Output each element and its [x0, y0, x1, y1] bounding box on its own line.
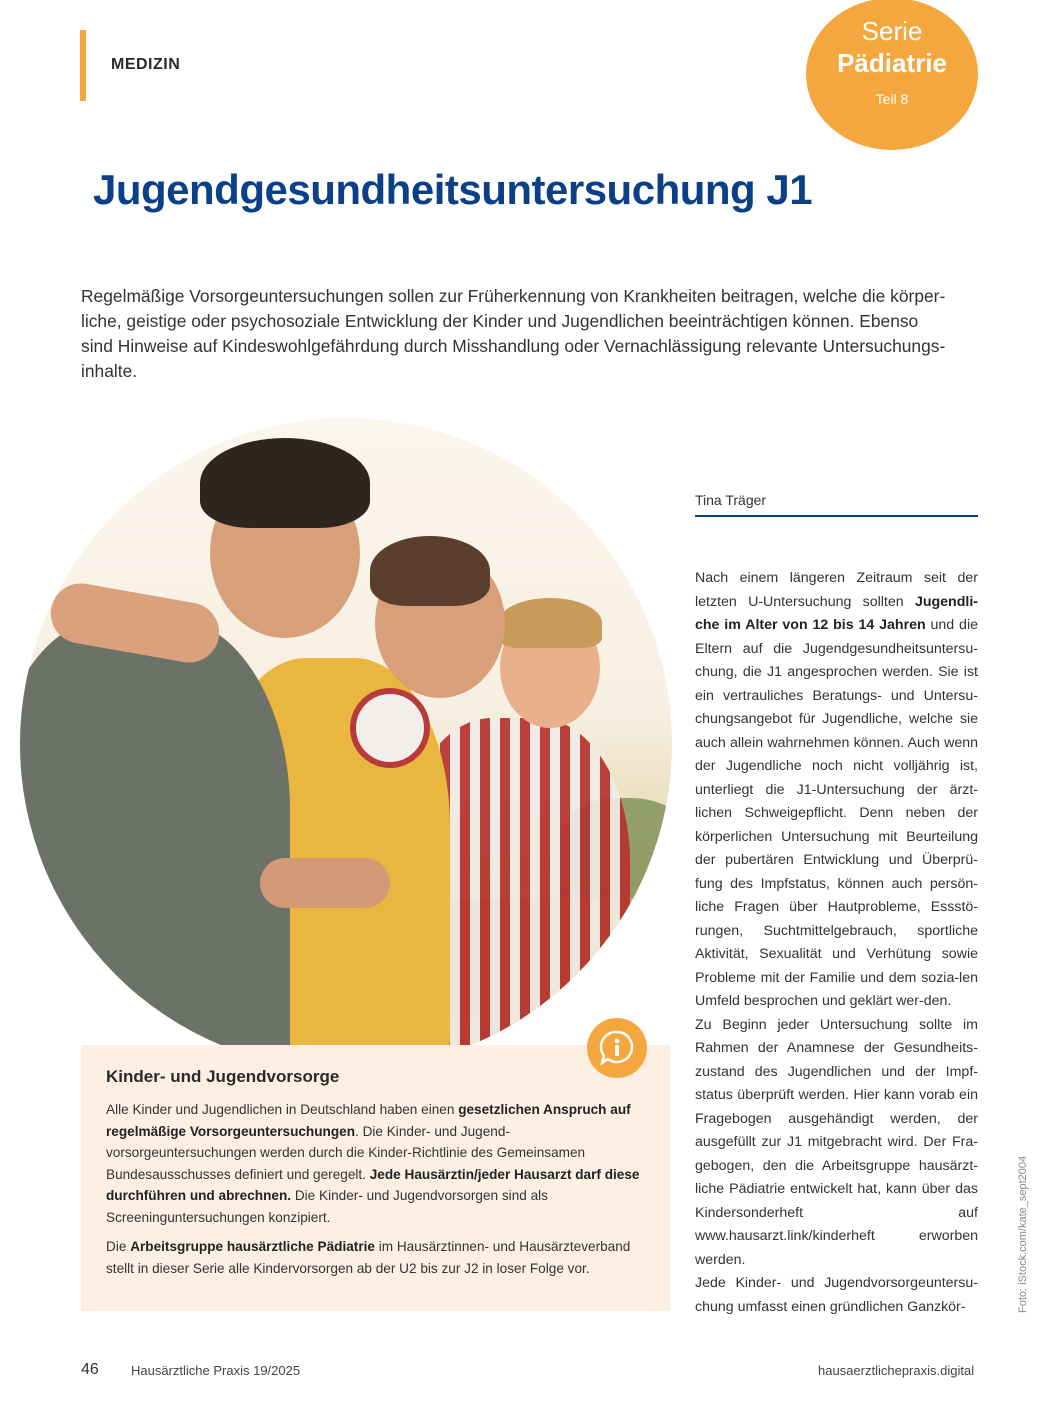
lead-line: Regelmäßige Vorsorgeuntersuchungen sollen zur Früherkennung von Krankheiten beitragen, welche die körper-	[81, 286, 946, 306]
series-part: Teil 8	[875, 91, 909, 107]
info-speech-bubble-icon	[587, 1018, 647, 1078]
info-glyph-icon	[587, 1018, 647, 1078]
author-divider	[695, 515, 978, 517]
body-text: Nach einem längeren Zeitraum seit der letzten U-Untersuchung sollten	[695, 570, 978, 610]
article-title: Jugendgesundheitsuntersuchung J1	[93, 166, 813, 213]
girl-hair	[370, 536, 490, 606]
infobox-text-run: Die	[106, 1239, 131, 1254]
lead-line: sind Hinweise auf Kindeswohlgefährdung durch Misshandlung oder Vernachlässigung relevante Untersuchungs-	[81, 336, 946, 356]
boy-right-hair	[498, 598, 602, 648]
body-paragraph-2: Zu Beginn jeder Untersuchung sollte im Rahmen der Anamnese der Gesundheits-zustand des Jugendlichen und der Impf-status überprüft werden. Hier kann vorab ein Fragebogen ausgehändigt werden, der ausgefüllt zur J1 mitgebracht wird. Der Fra-gebogen, den die Arbeitsgruppe hausärzt-liche Pädiatrie entwickelt hat, kann über das Kindersonderheft auf www.hausarzt.link/kinderheft erworben werden.	[695, 1016, 978, 1268]
infobox-text	[106, 1099, 651, 1287]
infobox-text-run: . Die Kinder- und Jugend-vorsorgeuntersuchungen werden durch die Kinder-Richtlinie des Gemeinsamen Bundesausschusses definiert und geregelt.	[106, 1123, 586, 1182]
author-name: Tina Träger	[695, 492, 767, 508]
infobox-text-run: im Hausärztinnen- und Hausärzteverband stellt in dieser Serie alle Kindervorsorgen ab der U2 bis zur J2 in loser Folge vor.	[106, 1239, 631, 1276]
photo-credit: Foto: iStock.com/kate_sept2004	[1017, 1155, 1029, 1313]
page-number: 46	[81, 1361, 99, 1378]
body-text: und die Eltern auf die Jugendgesundheitsuntersu-chung, die J1 angesprochen werden. Sie ist ein vertrauliches Beratungs- und Untersu-chungsangebot für Jugendliche, welche sie auch allein wahrnehmen können. Auch wenn der Jugendliche noch nicht volljährig ist, unterliegt die J1-Untersuchung der ärzt-lichen Schweigepflicht. Denn neben der körperlichen Untersuchung mit Beurteilung der pubertären Entwicklung und Überprü-fung des Impfstatus, können auch persön-liche Fragen über Hautprobleme, Essstö-rungen, Suchtmittelgebrauch, sportliche Aktivität, Sexualität und Verhütung sowie Probleme mit der Familie und dem sozia-len Umfeld besprochen und geklärt wer-den.	[695, 617, 978, 1009]
infobox-text-run: Alle Kinder und Jugendlichen in Deutschland haben einen	[106, 1102, 459, 1117]
photo-teenagers	[20, 418, 672, 1070]
magazine-url[interactable]: hausaerztlichepraxis.digital	[818, 1363, 975, 1378]
phone-hands	[260, 858, 390, 908]
lead-line: inhalte.	[81, 361, 138, 381]
body-paragraph-1	[695, 567, 978, 1014]
series-label: Serie	[861, 16, 923, 46]
infobox-paragraph-1	[106, 1099, 651, 1228]
body-emphasis: Jugendli-che im Alter von 12 bis 14 Jahren	[695, 593, 978, 633]
infobox-emphasis: Arbeitsgruppe hausärztliche Pädiatrie	[130, 1239, 375, 1254]
infobox-emphasis: Jede Hausärztin/jeder Hausarzt darf diese durchführen und abrechnen.	[106, 1166, 640, 1203]
magazine-issue: Hausärztliche Praxis 19/2025	[131, 1363, 301, 1378]
infobox-emphasis: gesetzlichen Anspruch auf regelmäßige Vorsorgeuntersuchungen	[106, 1102, 631, 1139]
lead-line: liche, geistige oder psychosoziale Entwicklung der Kinder und Jugendlichen beeinträchtigen können. Ebenso	[81, 311, 919, 331]
boy-left-shirt	[20, 618, 290, 1070]
infobox-paragraph-2	[106, 1236, 651, 1279]
infobox	[81, 1045, 670, 1311]
series-badge	[806, 0, 978, 150]
photo-wrapper	[0, 0, 680, 1075]
series-name: Pädiatrie	[837, 48, 947, 78]
infobox-text-run: Die Kinder- und Jugendvorsorgen sind als Screeninguntersuchungen konzipiert.	[106, 1188, 548, 1225]
headphones	[350, 688, 430, 768]
section-label: MEDIZIN	[111, 56, 181, 73]
body-paragraph-3: Jede Kinder- und Jugendvorsorgeuntersu-chung umfasst einen gründlichen Ganzkör-	[695, 1275, 978, 1315]
boy-left-hair	[200, 438, 370, 528]
infobox-title: Kinder- und Jugendvorsorge	[106, 1067, 340, 1086]
article-body	[695, 567, 978, 1319]
